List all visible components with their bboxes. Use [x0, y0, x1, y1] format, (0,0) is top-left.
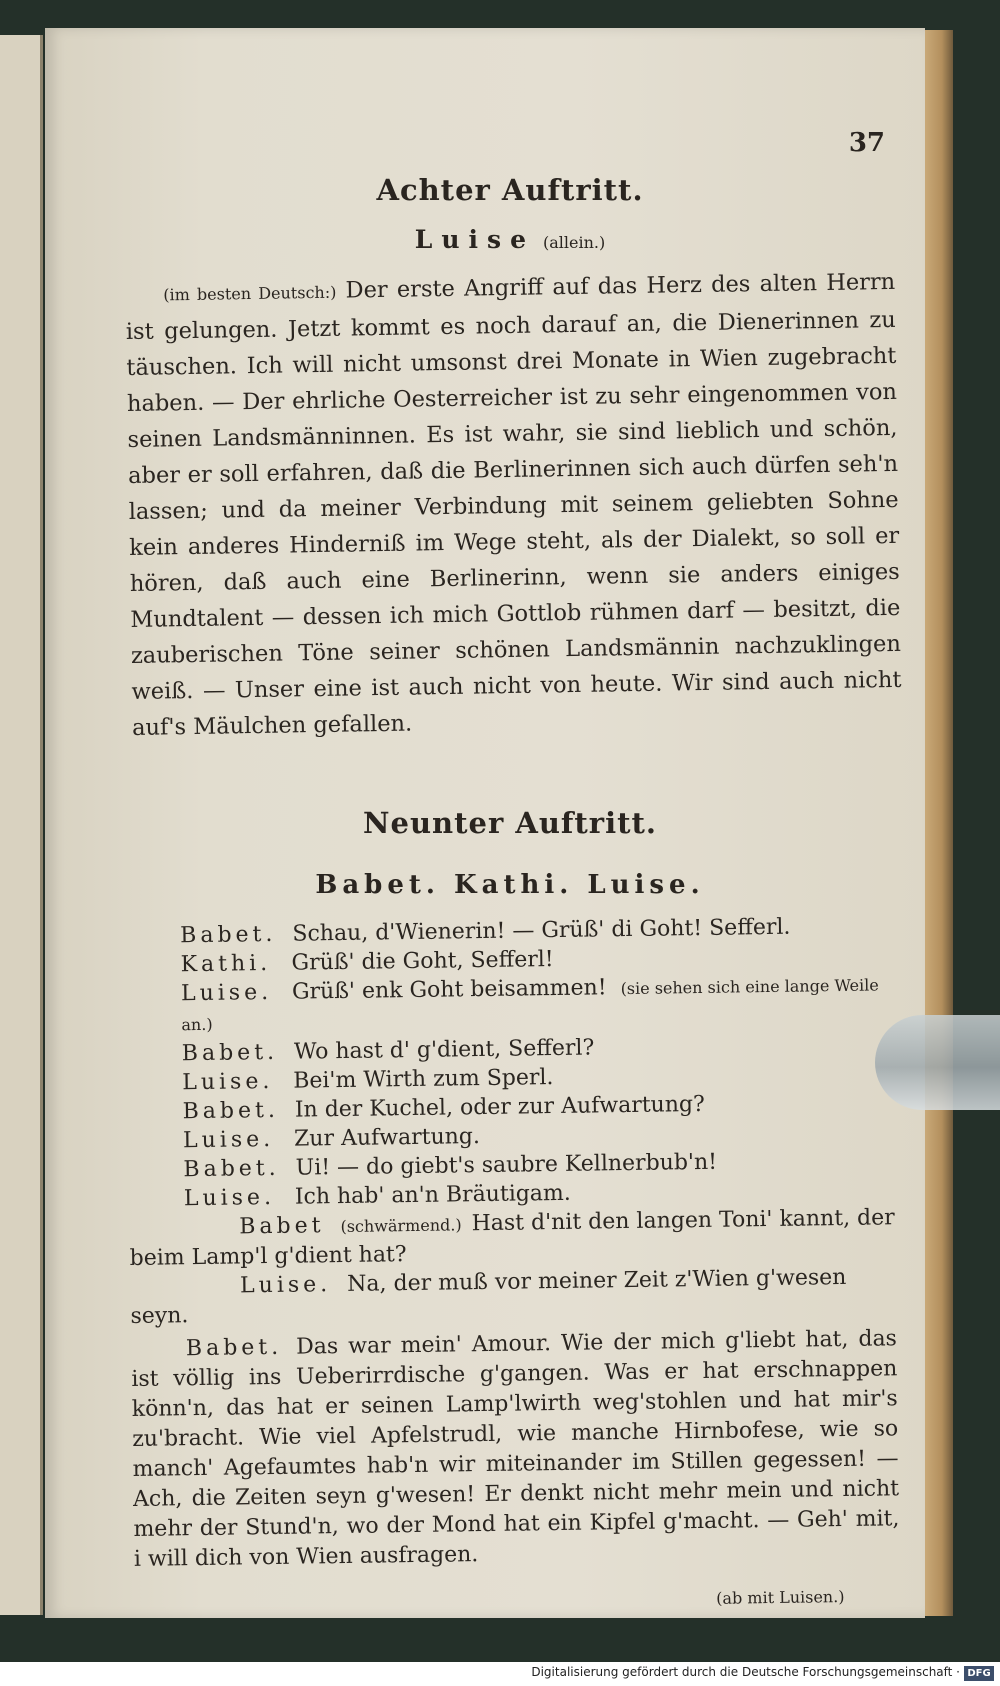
scene-8-heading: Achter Auftritt. — [376, 173, 644, 207]
dialogue-line — [126, 969, 897, 1040]
previous-page-edge — [0, 35, 43, 1615]
dialogue-speaker: Luise. — [180, 979, 273, 1007]
dialogue-text: In der Kuchel, oder zur Aufwartung? — [294, 1091, 705, 1123]
dialogue-text: Grüß' die Goht, Sefferl! — [291, 947, 554, 976]
scene-8-opening-direction: (im besten Deutsch:) — [163, 282, 337, 305]
dialogue-text: Das war mein' Amour. Wie der mich g'liebt hat, das ist völlig ins Ueberirrdische g'gangen. Was er hat erschnappen könn'n, das hat er seinen Lamp'lwirth weg'stohlen und hat mir's zu'bracht. Wie viel Apfelstrudl, wie manche Hirnbofese, wie so manch' Agefaumtes hab'n wir miteinander im Stillen gegessen! — Ach, die Zeiten seyn g'wesen! Er denkt nicht mehr mein und nicht mehr der Stund'n, wo der Mond hat ein Kipfel g'macht. — Geh' mit, i will dich von Wien ausfragen. — [131, 1326, 900, 1572]
dialogue-text: Bei'm Wirth zum Sperl. — [293, 1065, 554, 1094]
scene-8-speaker-direction: (allein.) — [543, 233, 606, 252]
dialogue-text: Wo hast d' g'dient, Sefferl? — [293, 1035, 595, 1065]
page-clip — [875, 1015, 1000, 1110]
scene-8-speaker-name: Luise — [414, 225, 535, 254]
stage-direction: (schwärmend.) — [340, 1215, 462, 1237]
dialogue-line-babet-long — [131, 1324, 904, 1575]
dialogue-speaker: Babet — [239, 1213, 325, 1240]
dialogue-speaker: Babet. — [182, 1097, 280, 1125]
dialogue-speaker: Luise. — [239, 1272, 332, 1299]
page-text-block — [125, 128, 902, 1669]
dialogue-line-luise-reply — [130, 1262, 901, 1331]
dialogue-text: Na, der muß vor meiner Zeit z'Wien g'wesen seyn. — [130, 1264, 847, 1329]
footer-credit: Digitalisierung gefördert durch die Deutsche Forschungsgemeinschaft · — [531, 1665, 960, 1679]
dialogue-speaker: Kathi. — [180, 950, 272, 978]
dialogue-speaker: Babet. — [185, 1334, 283, 1362]
dialogue-speaker: Luise. — [183, 1184, 276, 1212]
scene-9-cast: Babet. Kathi. Luise. — [315, 870, 705, 900]
footer-bar — [0, 1662, 1000, 1686]
dialogue-text: Ich hab' an'n Bräutigam. — [294, 1180, 571, 1210]
scene-8-speaker — [125, 225, 895, 254]
dialogue-text: Grüß' enk Goht beisammen! — [291, 975, 607, 1005]
dialogue-text: Hast d'nit den langen Toni' kannt, der beim Lamp'l g'dient hat? — [129, 1205, 895, 1271]
dialogue-text: Zur Aufwartung. — [293, 1124, 481, 1152]
dialogue-text: Ui! — do giebt's saubre Kellnerbub'n! — [295, 1149, 718, 1181]
scene-8-monologue — [125, 264, 902, 746]
scene-9-heading: Neunter Auftritt. — [363, 806, 657, 840]
dialogue-speaker: Babet. — [183, 1155, 280, 1183]
dialogue-speaker: Babet. — [180, 921, 277, 949]
exit-direction: (ab mit Luisen.) — [716, 1587, 845, 1608]
dialogue-speaker: Luise. — [182, 1068, 274, 1096]
dialogue-text: Schau, d'Wienerin! — Grüß' di Goht! Sefferl. — [292, 914, 791, 947]
dialogue-speaker: Babet. — [181, 1039, 279, 1067]
dialogue-speaker: Luise. — [182, 1126, 275, 1154]
book-page — [45, 28, 925, 1618]
dialogue-line-babet-swoon — [129, 1203, 900, 1273]
dfg-logo: DFG — [964, 1666, 994, 1681]
scene-9-dialogue — [125, 911, 905, 1616]
scene-8-monologue-text: Der erste Angriff auf das Herz des alten Herrn ist gelungen. Jetzt kommt es noch darauf an, die Dienerinnen zu täuschen. Ich will nicht umsonst drei Monate in Wien zugebracht haben. — Der ehrliche Oesterreicher ist zu sehr eingenommen von seinen Landsmänninnen. Es ist wahr, sie sind lieblich und schön, aber er soll erfahren, daß die Berlinerinnen sich auch dürfen seh'n lassen; und da meiner Verbindung mit seinem geliebten Sohne kein anderes Hinderniß im Wege steht, als der Dialekt, so soll er hören, daß auch eine Berlinerinn, wenn sie anders einiges Mundtalent — dessen ich mich Gottlob rühmen darf — besitzt, die zauberischen Töne seiner schönen Landsmännin nachzuklingen weiß. — Unser eine ist auch nicht von heute. Wir sind auch nicht auf's Mäulchen gefallen. — [125, 268, 902, 741]
stage-direction: (sie sehen sich eine lange Weile an.) — [181, 975, 879, 1035]
book-page-edges — [925, 30, 953, 1616]
page-number: 37 — [848, 128, 885, 158]
